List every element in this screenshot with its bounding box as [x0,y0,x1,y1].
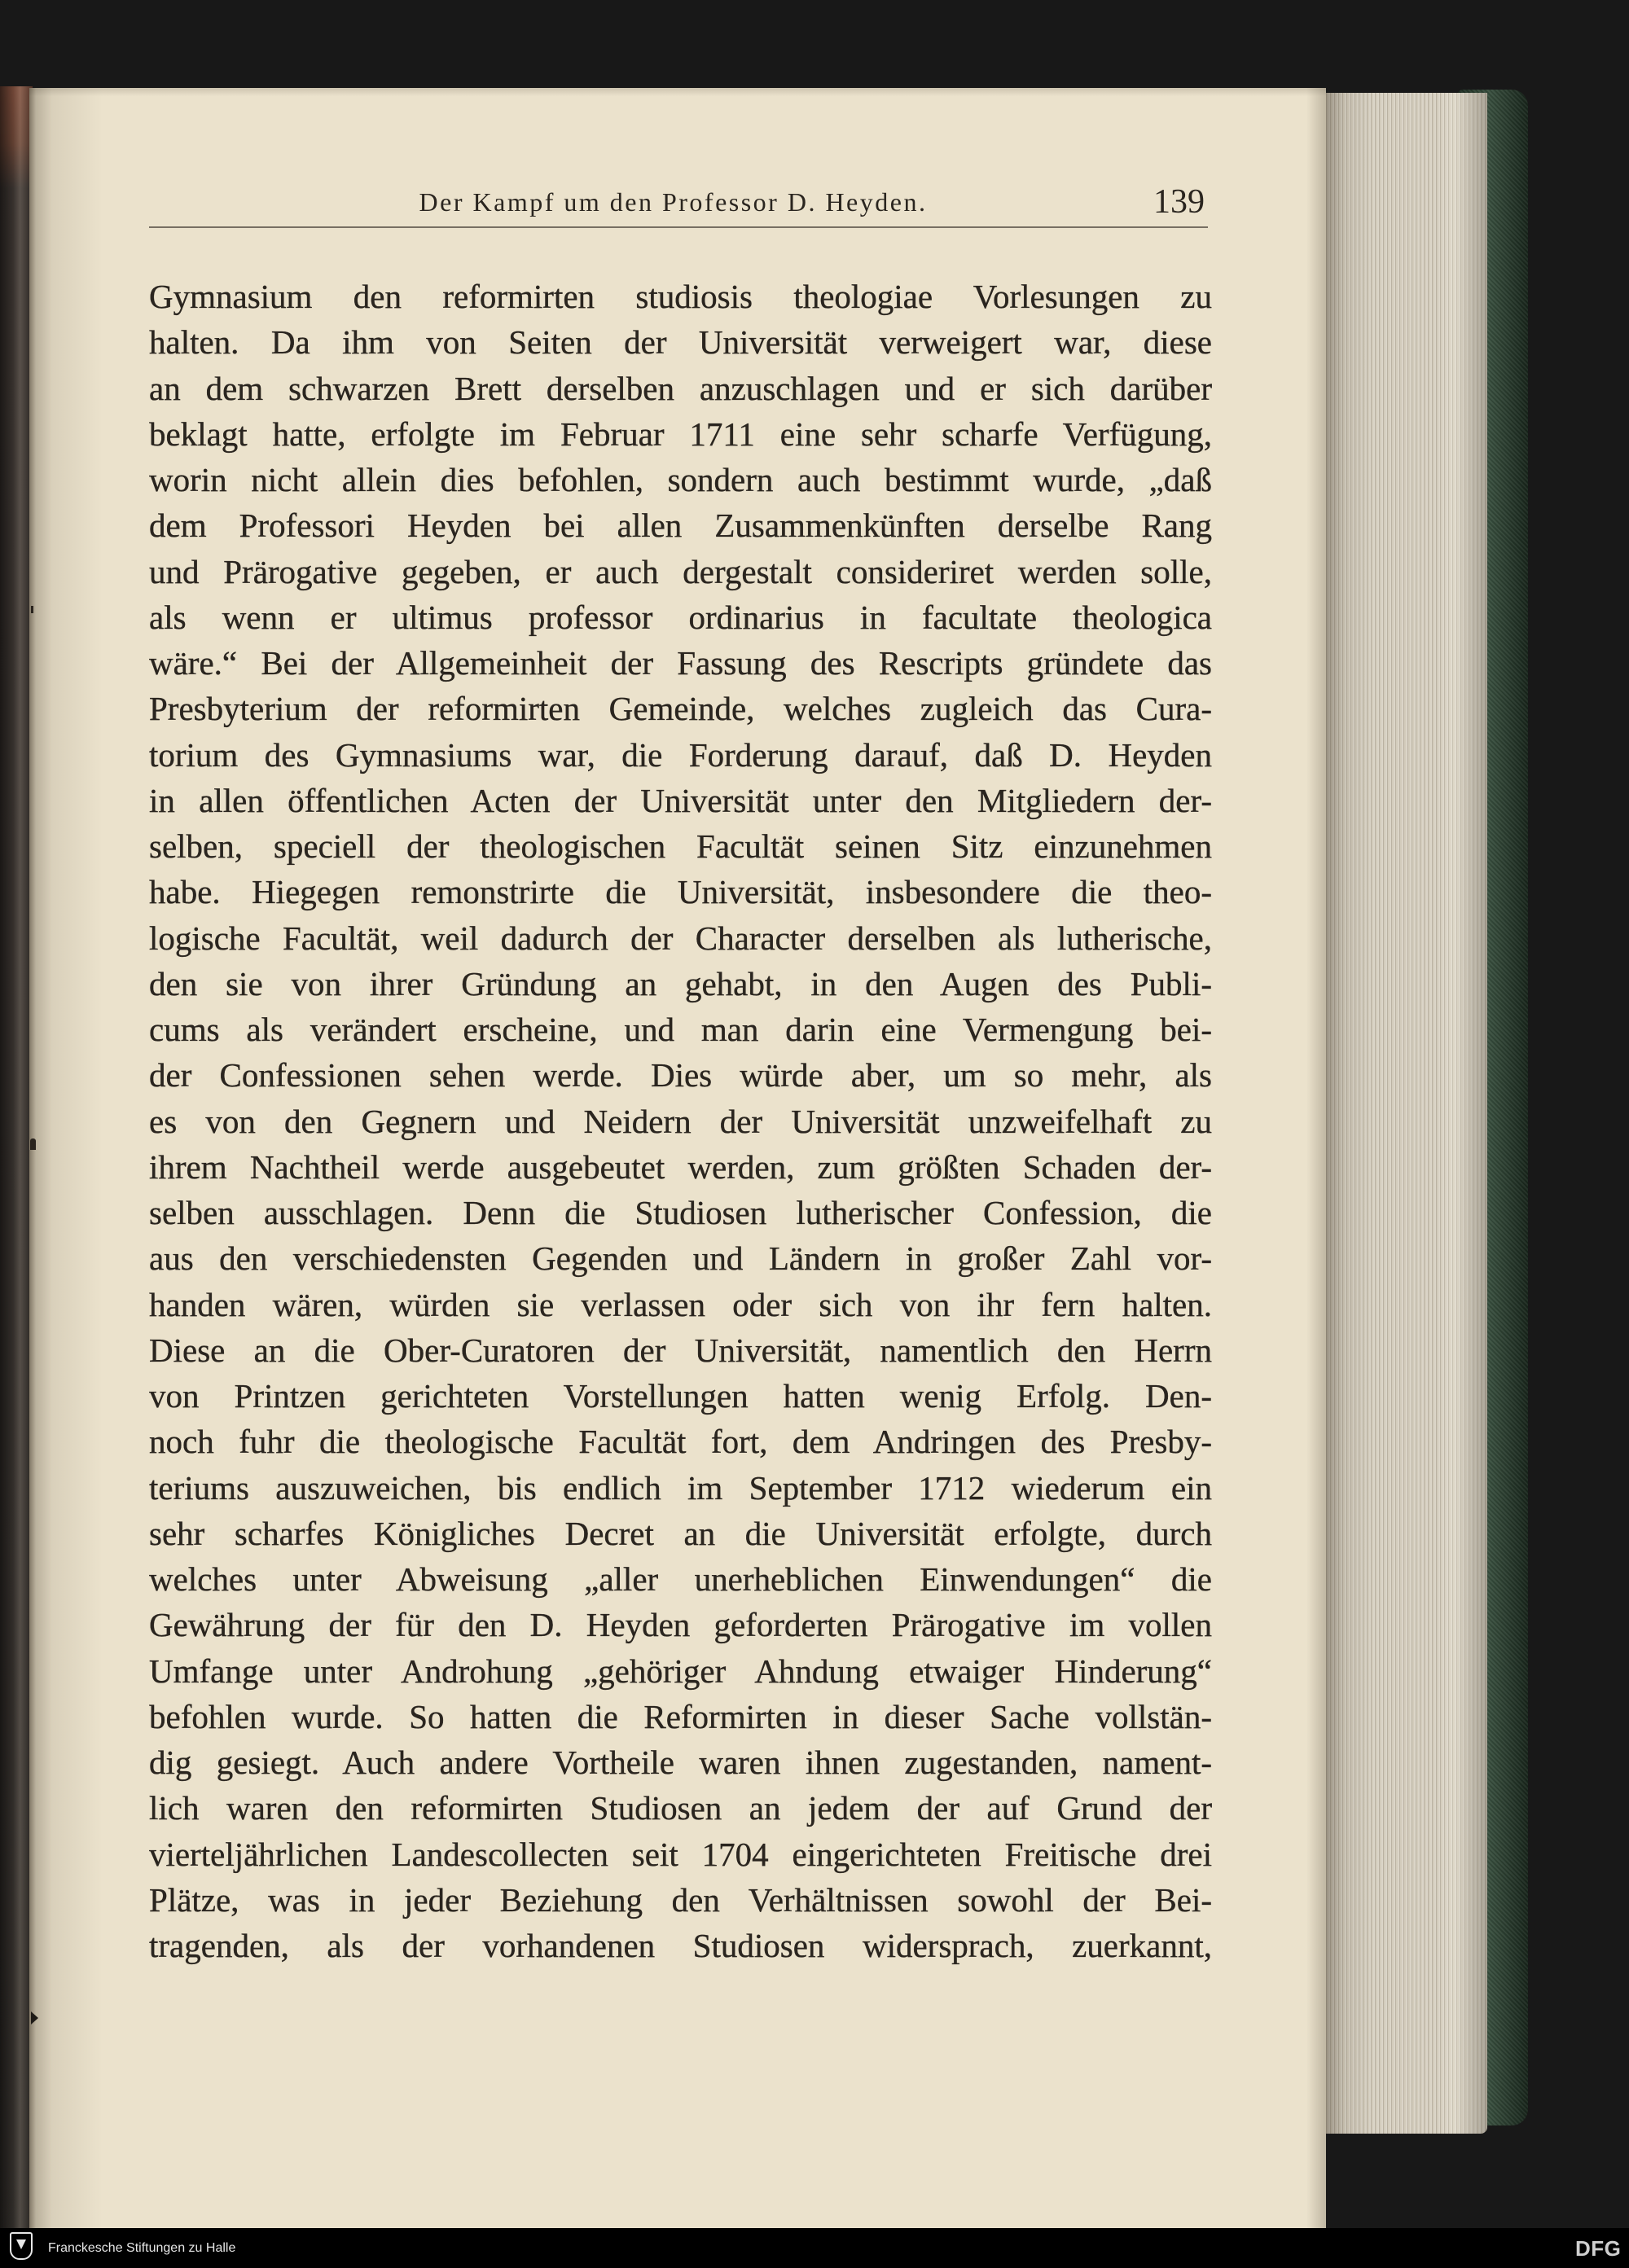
book-page [29,88,1326,2228]
text-line: aus den verschiedensten Gegenden und Ländern in großer Zahl vor- [149,1239,1212,1278]
text-line: Plätze, was in jeder Beziehung den Verhältnissen sowohl der Bei- [149,1880,1212,1919]
text-line: logische Facultät, weil dadurch der Character derselben als lutherische, [149,919,1212,957]
running-head [149,183,1212,221]
text-line: beklagt hatte, erfolgte im Februar 1711 eine sehr scharfe Verfügung, [149,415,1212,453]
running-title: Der Kampf um den Professor D. Heyden. [419,187,928,217]
text-line: tragenden, als der vorhandenen Studiosen widersprach, zuerkannt, [149,1927,1212,1964]
text-line: lich waren den reformirten Studiosen an jedem der auf Grund der [149,1789,1212,1827]
text-line: vierteljährlichen Landescollecten seit 1704 eingerichteten Freitische drei [149,1835,1212,1873]
body-text [149,274,1212,1968]
text-line: Gymnasium den reformirten studiosis theologiae Vorlesungen zu [149,278,1212,315]
text-line: befohlen wurde. So hatten die Reformirten in dieser Sache vollstän- [149,1697,1212,1735]
text-line: es von den Gegnern und Neidern der Universität unzweifelhaft zu [149,1102,1212,1140]
text-line: halten. Da ihm von Seiten der Universität verweigert war, diese [149,323,1212,362]
text-line: teriums auszuweichen, bis endlich im September 1712 wiederum ein [149,1468,1212,1507]
text-line: ihrem Nachtheil werde ausgebeutet werden, zum größten Schaden der- [149,1147,1212,1186]
margin-mark [31,2011,38,2025]
text-line: welches unter Abweisung „aller unerheblichen Einwendungen“ die [149,1560,1212,1598]
page-number: 139 [1153,183,1205,221]
page-fore-edge [1324,93,1487,2134]
text-line: der Confessionen sehen werde. Dies würde aber, um so mehr, als [149,1056,1212,1095]
footer-bar [0,2228,1629,2268]
margin-mark [31,606,33,613]
margin-mark [30,1138,36,1150]
text-line: Presbyterium der reformirten Gemeinde, welches zugleich das Cura- [149,690,1212,728]
text-line: und Prärogative gegeben, er auch dergestalt consideriret werden solle, [149,552,1212,590]
text-line: dem Professori Heyden bei allen Zusammenkünften derselbe Rang [149,507,1212,545]
text-line: wäre.“ Bei der Allgemeinheit der Fassung des Rescripts gründete das [149,644,1212,682]
left-cover-edge [0,86,33,2228]
text-line: habe. Hiegegen remonstrirte die Universität, insbesondere die theo- [149,873,1212,911]
francke-foundation-logo-icon [10,2232,33,2260]
text-line: Diese an die Ober-Curatoren der Universität, namentlich den Herrn [149,1331,1212,1369]
text-line: selben, speciell der theologischen Facultät seinen Sitz einzunehmen [149,827,1212,865]
text-line: von Printzen gerichteten Vorstellungen hatten wenig Erfolg. Den- [149,1377,1212,1415]
text-line: torium des Gymnasiums war, die Forderung darauf, daß D. Heyden [149,735,1212,774]
text-line: noch fuhr die theologische Facultät fort, dem Andringen des Presby- [149,1423,1212,1461]
text-line: Umfange unter Androhung „gehöriger Ahndung etwaiger Hinderung“ [149,1652,1212,1690]
institution-name: Franckesche Stiftungen zu Halle [48,2241,236,2255]
text-line: handen wären, würden sie verlassen oder sich von ihr fern halten. [149,1285,1212,1323]
text-line: cums als verändert erscheine, und man darin eine Vermengung bei- [149,1011,1212,1048]
text-line: den sie von ihrer Gründung an gehabt, in den Augen des Publi- [149,964,1212,1002]
text-line: Gewährung der für den D. Heyden geforderten Prärogative im vollen [149,1606,1212,1644]
text-line: an dem schwarzen Brett derselben anzuschlagen und er sich darüber [149,369,1212,407]
text-line: als wenn er ultimus professor ordinarius in facultate theologica [149,598,1212,636]
text-line: worin nicht allein dies befohlen, sondern auch bestimmt wurde, „daß [149,461,1212,498]
text-line: dig gesiegt. Auch andere Vortheile waren ihnen zugestanden, nament- [149,1744,1212,1781]
text-line: selben ausschlagen. Denn die Studiosen lutherischer Confession, die [149,1194,1212,1231]
text-line: sehr scharfes Königliches Decret an die Universität erfolgte, durch [149,1514,1212,1552]
text-line: in allen öffentlichen Acten der Universität unter den Mitgliedern der- [149,781,1212,819]
dfg-logo: DFG [1575,2236,1622,2261]
header-rule [149,226,1208,228]
